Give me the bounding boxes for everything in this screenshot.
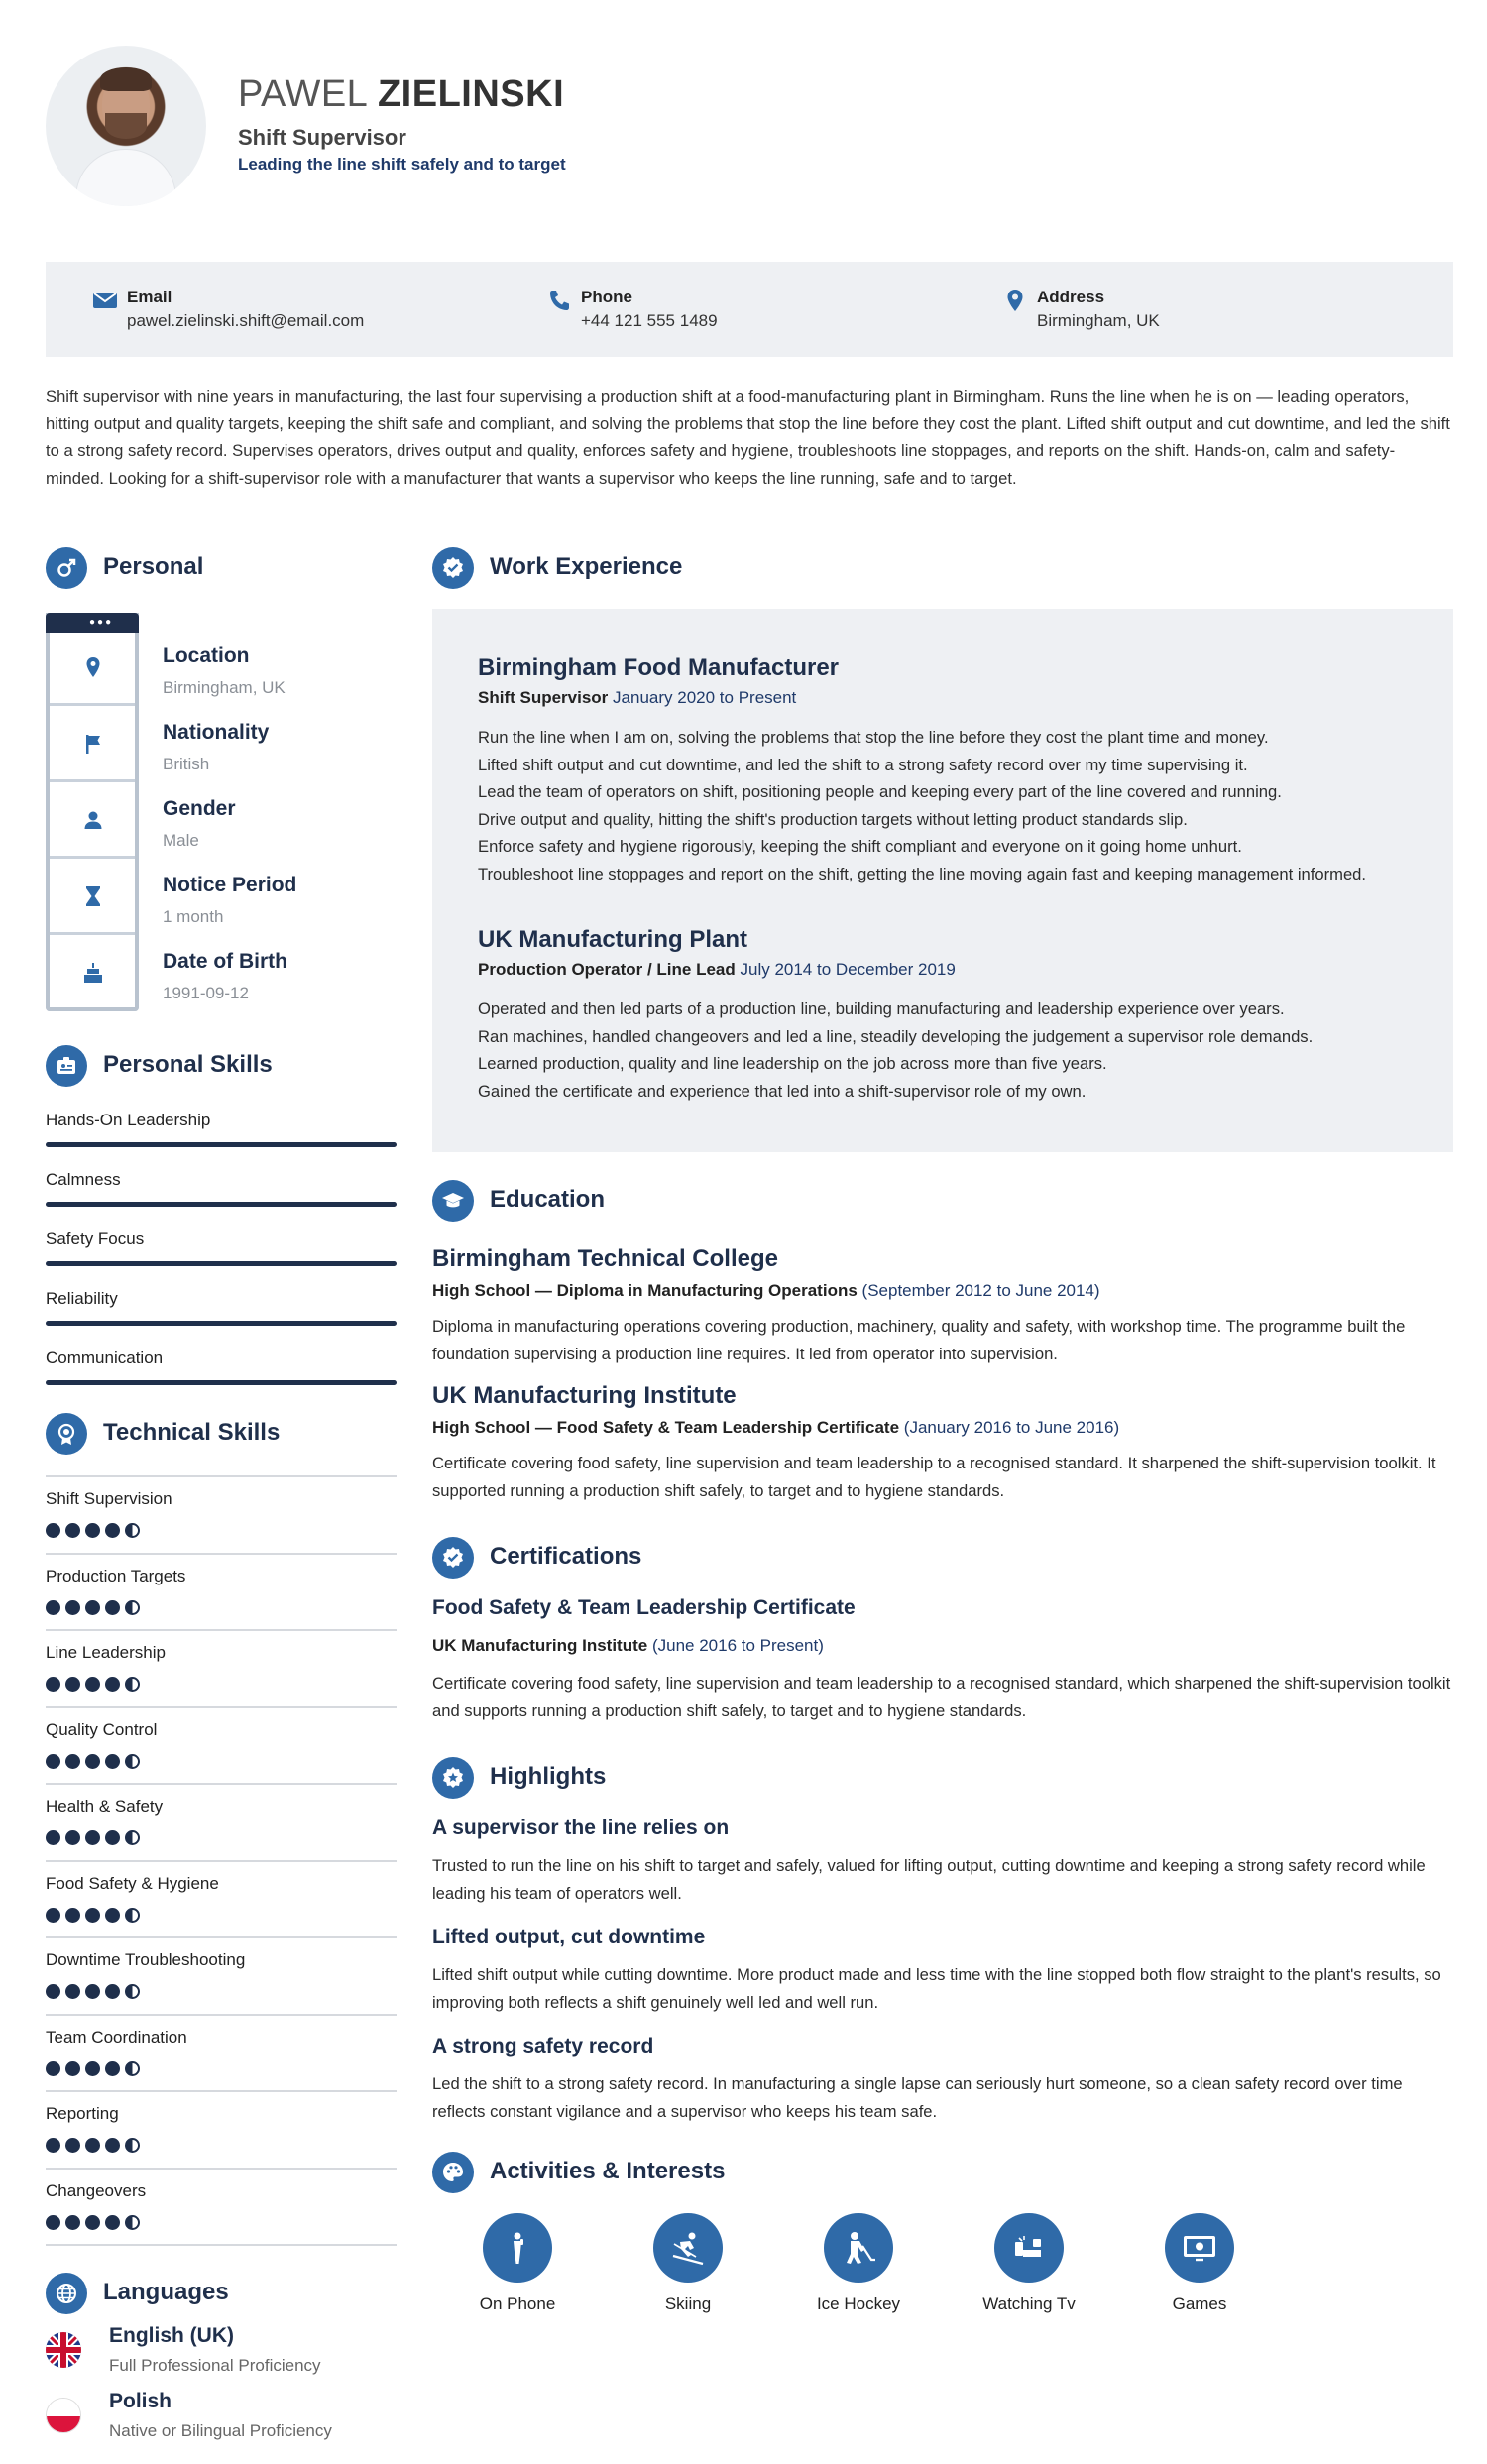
phone-person-icon xyxy=(500,2230,535,2266)
rating-dot xyxy=(125,1908,140,1923)
job-role: Production Operator / Line Lead July 2014 to December 2019 xyxy=(478,960,956,979)
job-bullet: Learned production, quality and line leadership on the job across more than five years. xyxy=(478,1054,1107,1074)
work-experience-panel xyxy=(432,609,1453,1152)
skill-bar xyxy=(46,1261,397,1266)
rating-dot xyxy=(85,1830,100,1845)
rating-dot xyxy=(125,2061,140,2076)
activity-label: Games xyxy=(1172,2294,1227,2313)
section-title: Work Experience xyxy=(490,553,683,580)
personal-skill: Hands-On Leadership xyxy=(46,1111,397,1130)
education-degree: High School — Diploma in Manufacturing Operations (September 2012 to June 2014) xyxy=(432,1281,1100,1300)
job-bullet: Troubleshoot line stoppages and report on the shift, getting the line moving again fast and keeping management informed. xyxy=(478,864,1367,883)
job-role: Shift Supervisor January 2020 to Present xyxy=(478,688,797,707)
technical-skill xyxy=(46,2090,397,2167)
rating-dot xyxy=(46,1830,60,1845)
technical-skill-label: Production Targets xyxy=(46,1566,186,1585)
skill-bar xyxy=(46,1380,397,1385)
graduation-cap-icon xyxy=(441,1189,465,1213)
personal-icon-column: ●●● xyxy=(46,613,139,1011)
games-icon xyxy=(1182,2230,1217,2266)
rating-dot xyxy=(65,1677,80,1692)
skill-bar xyxy=(46,1202,397,1207)
highlight-text: Led the shift to a strong safety record. In manufacturing a single lapse can seriously hurt someone, so a clean safety record over time reflects constant vigilance and a supervisor who keeps his team safe. xyxy=(432,2074,1403,2121)
uk-flag-icon xyxy=(46,2332,81,2368)
rating-dot xyxy=(65,1523,80,1538)
email-label: Email xyxy=(127,288,172,306)
job-bullet: Lifted shift output and cut downtime, and led the shift to a strong safety record over my time supervising it. xyxy=(478,755,1248,774)
technical-skill-label: Food Safety & Hygiene xyxy=(46,1873,219,1893)
rating-dot xyxy=(46,1523,60,1538)
rating-dot xyxy=(65,1984,80,1999)
education-degree: High School — Food Safety & Team Leadership Certificate (January 2016 to June 2016) xyxy=(432,1418,1120,1437)
rating-dot xyxy=(125,1600,140,1615)
job-company: Birmingham Food Manufacturer xyxy=(478,654,840,681)
rating-dot xyxy=(85,2138,100,2153)
rating-dot xyxy=(46,1754,60,1769)
section-title: Personal xyxy=(103,553,204,580)
rating-dot xyxy=(65,2215,80,2230)
contact-bar xyxy=(46,262,1453,357)
technical-skill xyxy=(46,1629,397,1705)
skill-rating xyxy=(46,1600,145,1616)
section-title: Personal Skills xyxy=(103,1051,273,1078)
poland-flag-icon xyxy=(46,2398,81,2433)
rating-dot xyxy=(105,1677,120,1692)
map-pin-icon xyxy=(82,656,104,678)
phone-icon xyxy=(547,290,571,311)
job-bullet: Ran machines, handled changeovers and led a line, steadily developing the judgement a supervisor role demands. xyxy=(478,1026,1314,1046)
language-level: Native or Bilingual Proficiency xyxy=(109,2421,332,2440)
id-badge-icon xyxy=(55,1054,78,1078)
activity-ice-hockey xyxy=(799,2213,918,2322)
highlight-title: A strong safety record xyxy=(432,2035,654,2057)
resume-header xyxy=(46,46,1453,209)
job-bullet: Gained the certificate and experience that led into a shift-supervisor role of my own. xyxy=(478,1081,1087,1101)
rating-dot xyxy=(85,1523,100,1538)
address-label: Address xyxy=(1037,288,1105,306)
skill-rating xyxy=(46,1908,145,1924)
personal-value-nationality: British xyxy=(163,755,210,773)
technical-skill xyxy=(46,1553,397,1629)
technical-skill-label: Team Coordination xyxy=(46,2027,187,2047)
job-description xyxy=(478,996,1430,1105)
activity-skiing xyxy=(629,2213,747,2322)
technical-skill-label: Line Leadership xyxy=(46,1643,166,1662)
divider xyxy=(46,2244,397,2246)
rating-dot xyxy=(125,1754,140,1769)
rating-dot xyxy=(105,2215,120,2230)
award-icon xyxy=(55,1422,78,1446)
skill-bar xyxy=(46,1142,397,1147)
technical-skill-label: Downtime Troubleshooting xyxy=(46,1950,246,1969)
skill-rating xyxy=(46,2061,145,2077)
highlight-title: Lifted output, cut downtime xyxy=(432,1926,706,1948)
personal-label-date-of-birth: Date of Birth xyxy=(163,950,287,973)
rating-dot xyxy=(65,1754,80,1769)
rating-dot xyxy=(85,2215,100,2230)
activity-games xyxy=(1140,2213,1259,2322)
technical-skill xyxy=(46,1475,397,1552)
job-bullet: Enforce safety and hygiene rigorously, keeping the shift compliant and everyone on it going home unhurt. xyxy=(478,837,1242,857)
rating-dot xyxy=(125,1830,140,1845)
skill-rating xyxy=(46,1523,145,1539)
technical-skill xyxy=(46,2014,397,2090)
skill-rating xyxy=(46,1677,145,1693)
activity-label: Skiing xyxy=(664,2294,712,2313)
skill-rating xyxy=(46,1754,145,1770)
technical-skill xyxy=(46,1783,397,1859)
phone-value[interactable]: +44 121 555 1489 xyxy=(581,311,718,330)
personal-value-date-of-birth: 1991-09-12 xyxy=(163,984,249,1002)
email-icon xyxy=(93,290,117,311)
job-title: Shift Supervisor xyxy=(238,125,406,150)
verified-badge-icon xyxy=(441,1546,465,1570)
person-icon xyxy=(82,809,104,831)
rating-dot xyxy=(105,1600,120,1615)
personal-skill: Communication xyxy=(46,1349,397,1368)
skill-rating xyxy=(46,1984,145,2000)
education-description: Diploma in manufacturing operations covering production, machinery, quality and safety, with workshop time. The programme built the foundation supervising a production line requires. It led from operator into supervision. xyxy=(432,1317,1406,1363)
technical-skill-label: Changeovers xyxy=(46,2180,147,2200)
personal-value-gender: Male xyxy=(163,831,199,850)
rating-dot xyxy=(46,2215,60,2230)
rating-dot xyxy=(105,1908,120,1923)
globe-icon xyxy=(55,2282,78,2305)
certification-description: Certificate covering food safety, line supervision and team leadership to a recognised standard, which sharpened the shift-supervision toolkit and supports running a production shift safely, to target and to hygiene standards. xyxy=(432,1674,1451,1720)
candidate-name: PAWEL ZIELINSKI xyxy=(238,73,565,115)
rating-dot xyxy=(105,1523,120,1538)
section-title: Activities & Interests xyxy=(490,2158,726,2184)
personal-label-gender: Gender xyxy=(163,797,236,820)
education-school: Birmingham Technical College xyxy=(432,1245,778,1272)
profile-photo xyxy=(46,46,206,206)
skiing-icon xyxy=(670,2230,706,2266)
technical-skill-label: Reporting xyxy=(46,2104,119,2123)
rating-dot xyxy=(65,2061,80,2076)
rating-dot xyxy=(125,2215,140,2230)
activity-label: Ice Hockey xyxy=(816,2294,901,2313)
cake-icon xyxy=(82,962,104,984)
personal-skill: Safety Focus xyxy=(46,1230,397,1249)
personal-value-location: Birmingham, UK xyxy=(163,678,286,697)
personal-label-location: Location xyxy=(163,645,250,667)
rating-dot xyxy=(85,1754,100,1769)
personal-value-notice-period: 1 month xyxy=(163,907,224,926)
flag-icon xyxy=(82,733,104,755)
language-name: Polish xyxy=(109,2390,172,2412)
rating-dot xyxy=(46,1600,60,1615)
job-bullet: Lead the team of operators on shift, positioning people and keeping every part of the line covered and running. xyxy=(478,782,1282,802)
personal-skill: Calmness xyxy=(46,1170,397,1190)
technical-skill xyxy=(46,2168,397,2244)
skill-rating xyxy=(46,1830,145,1846)
section-title: Highlights xyxy=(490,1763,607,1790)
skill-rating xyxy=(46,2138,145,2154)
job-bullet: Run the line when I am on, solving the problems that stop the line before they cost the plant time and money. xyxy=(478,728,1269,747)
personal-skill: Reliability xyxy=(46,1289,397,1309)
rating-dot xyxy=(65,1830,80,1845)
rating-dot xyxy=(125,1677,140,1692)
phone-label: Phone xyxy=(581,288,632,306)
job-company: UK Manufacturing Plant xyxy=(478,926,748,953)
map-pin-icon xyxy=(1003,290,1027,311)
rating-dot xyxy=(65,2138,80,2153)
hourglass-icon xyxy=(82,885,104,907)
personal-label-notice-period: Notice Period xyxy=(163,874,297,896)
skill-bar xyxy=(46,1321,397,1326)
rating-dot xyxy=(105,1984,120,1999)
certification-issuer: UK Manufacturing Institute (June 2016 to Present) xyxy=(432,1636,824,1655)
technical-skill xyxy=(46,1936,397,2013)
rating-dot xyxy=(85,1677,100,1692)
email-value[interactable]: pawel.zielinski.shift@email.com xyxy=(127,311,365,330)
rating-dot xyxy=(85,1908,100,1923)
highlight-title: A supervisor the line relies on xyxy=(432,1817,730,1839)
rating-dot xyxy=(125,2138,140,2153)
rating-dot xyxy=(125,1523,140,1538)
ice-hockey-icon xyxy=(841,2230,876,2266)
activity-watching-tv xyxy=(970,2213,1088,2322)
star-badge-icon xyxy=(441,1766,465,1790)
education-description: Certificate covering food safety, line supervision and team leadership to a recognised standard. It sharpened the shift-supervision toolkit. It supported running a production shift safely, to target and to hygiene standards. xyxy=(432,1454,1436,1500)
rating-dot xyxy=(65,1908,80,1923)
section-title: Education xyxy=(490,1186,606,1213)
activity-on-phone xyxy=(458,2213,577,2322)
technical-skill-label: Quality Control xyxy=(46,1719,158,1739)
rating-dot xyxy=(46,2138,60,2153)
rating-dot xyxy=(85,2061,100,2076)
section-title: Languages xyxy=(103,2279,229,2305)
language-level: Full Professional Proficiency xyxy=(109,2356,321,2375)
address-value: Birmingham, UK xyxy=(1037,311,1160,330)
activity-label: On Phone xyxy=(479,2294,556,2313)
section-title: Technical Skills xyxy=(103,1419,281,1446)
education-school: UK Manufacturing Institute xyxy=(432,1382,737,1409)
gender-icon xyxy=(55,556,78,580)
rating-dot xyxy=(65,1600,80,1615)
technical-skill-label: Health & Safety xyxy=(46,1797,164,1816)
rating-dot xyxy=(105,1754,120,1769)
rating-dot xyxy=(105,2061,120,2076)
job-description xyxy=(478,724,1430,888)
job-bullet: Operated and then led parts of a production line, building manufacturing and leadership experience over years. xyxy=(478,999,1285,1018)
technical-skill-label: Shift Supervision xyxy=(46,1489,172,1508)
verified-badge-icon xyxy=(441,556,465,580)
rating-dot xyxy=(46,1908,60,1923)
highlight-text: Lifted shift output while cutting downtime. More product made and less time with the line stopped both flow straight to the plant's results, so improving both reflects a shift genuinely well led and well run. xyxy=(432,1965,1441,2012)
profile-summary: Shift supervisor with nine years in manufacturing, the last four supervising a production shift at a food-manufacturing plant in Birmingham. Runs the line when he is on — leading operators, hitting output and quality targets, keeping the shift safe and compliant, and solving the problems that stop the line before they cost the plant. Lifted shift output and cut downtime, and led the shift to a strong safety record. Supervises operators, drives output and quality, enforces safety and hygiene, troubleshoots line stoppages, and reports on the shift. Hands-on, calm and safety-minded. Looking for a shift-supervisor role with a manufacturer that wants a supervisor who keeps the line running, safe and to target. xyxy=(46,387,1450,488)
rating-dot xyxy=(85,1600,100,1615)
highlight-text: Trusted to run the line on his shift to target and safely, valued for lifting output, cutting downtime and keeping a strong safety record while leading his team of operators well. xyxy=(432,1856,1426,1903)
job-bullet: Drive output and quality, hitting the shift's production targets without letting product standards slip. xyxy=(478,809,1188,829)
palette-icon xyxy=(441,2161,465,2184)
technical-skill xyxy=(46,1706,397,1783)
rating-dot xyxy=(105,1830,120,1845)
rating-dot xyxy=(125,1984,140,1999)
rating-dot xyxy=(105,2138,120,2153)
section-title: Certifications xyxy=(490,1543,642,1570)
certification-name: Food Safety & Team Leadership Certificate xyxy=(432,1596,856,1619)
activity-label: Watching Tv xyxy=(982,2294,1076,2313)
skill-rating xyxy=(46,2215,145,2231)
technical-skill xyxy=(46,1860,397,1936)
rating-dot xyxy=(85,1984,100,1999)
personal-label-nationality: Nationality xyxy=(163,721,270,744)
tagline: Leading the line shift safely and to target xyxy=(238,155,566,174)
rating-dot xyxy=(46,2061,60,2076)
language-name: English (UK) xyxy=(109,2324,234,2347)
rating-dot xyxy=(46,1677,60,1692)
rating-dot xyxy=(46,1984,60,1999)
tv-icon xyxy=(1011,2230,1047,2266)
